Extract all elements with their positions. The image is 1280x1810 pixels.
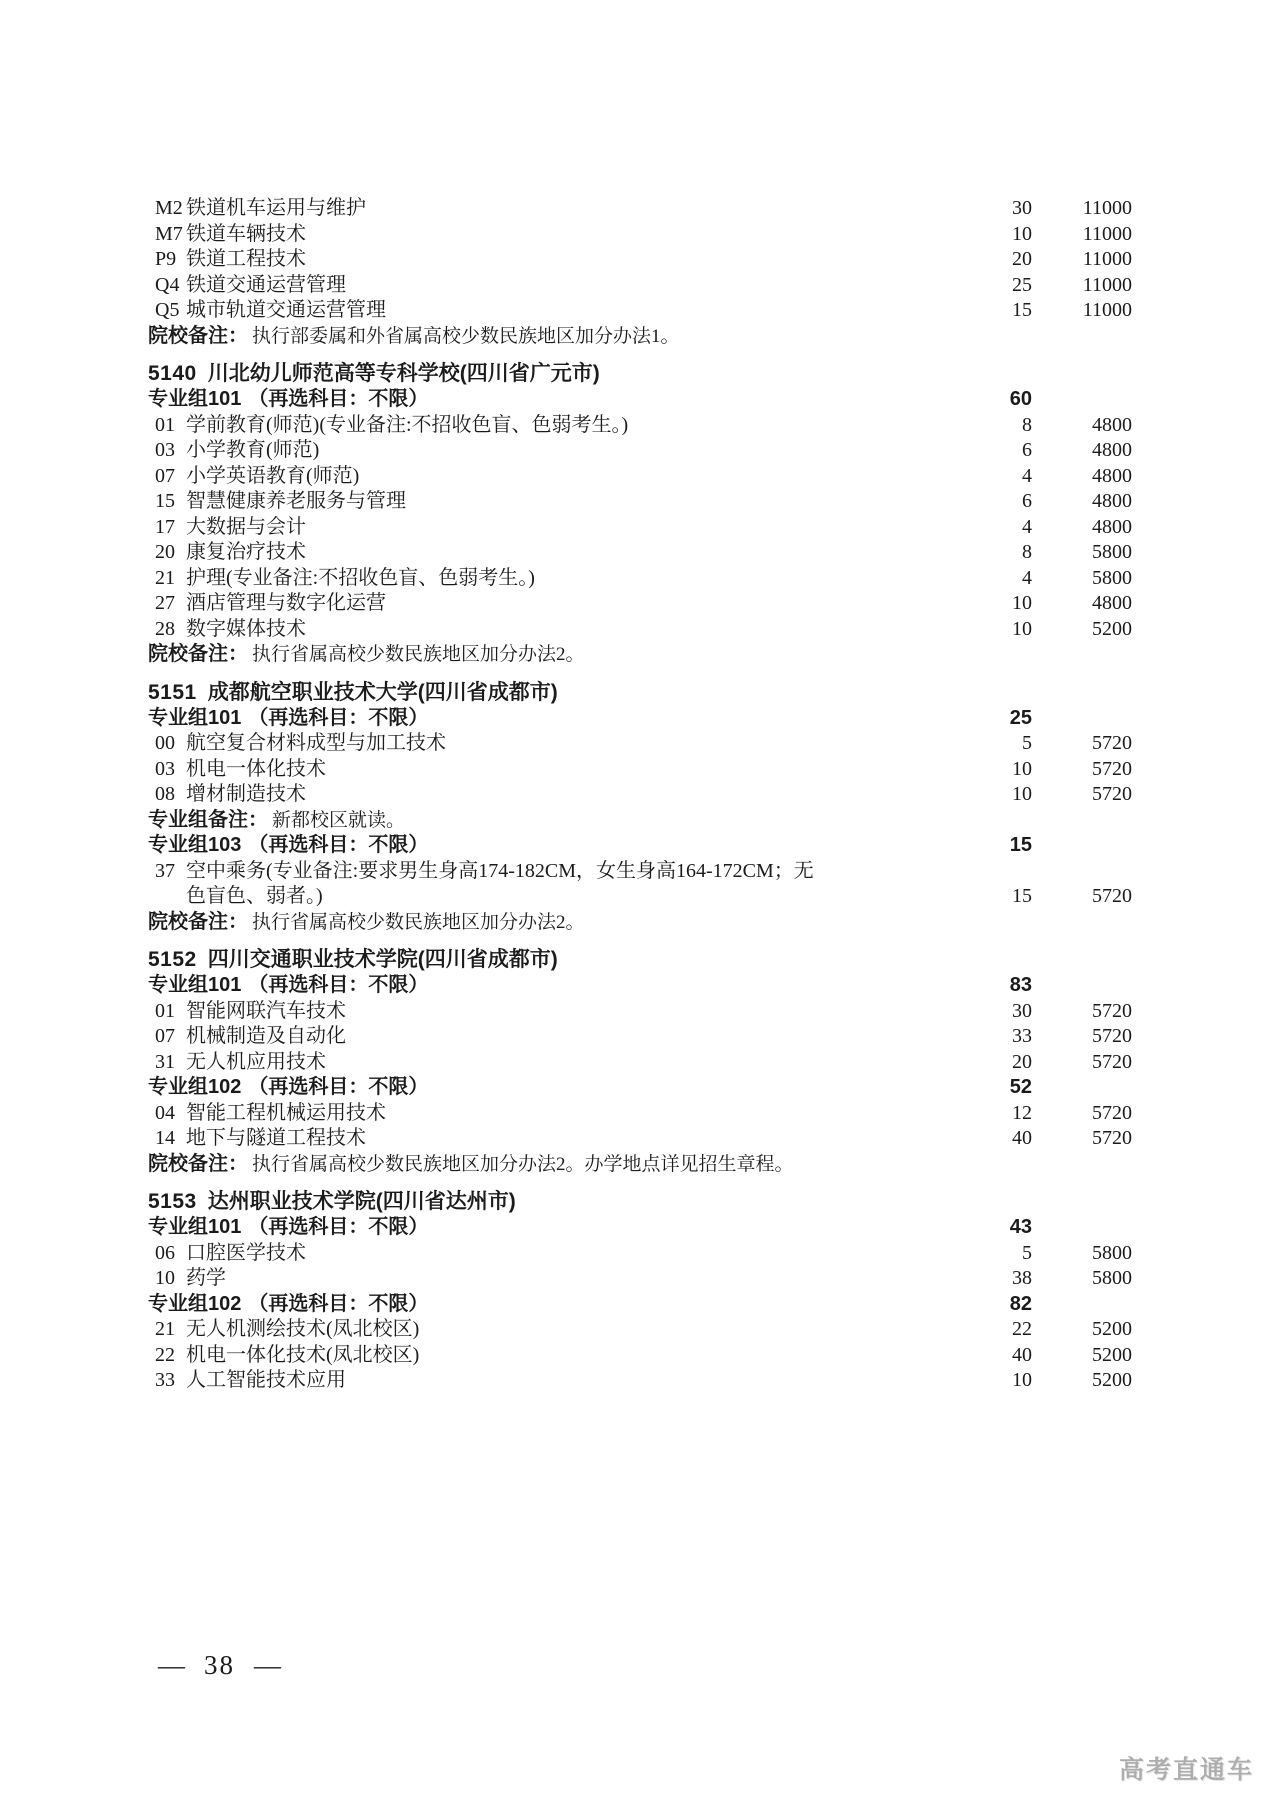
major-row	[148, 757, 1132, 783]
major-tuition: 5800	[1092, 1267, 1132, 1289]
major-row	[148, 1368, 1132, 1394]
major-name: 口腔医学技术	[186, 1241, 306, 1264]
group-label: 专业组101	[148, 388, 242, 410]
major-name: 铁道车辆技术	[186, 222, 306, 245]
major-name: 铁道机车运用与维护	[186, 197, 366, 219]
major-tuition: 5720	[1092, 1101, 1132, 1124]
major-name-block	[186, 1266, 960, 1292]
group-row	[148, 387, 1132, 413]
major-plan-count: 30	[1012, 197, 1032, 219]
major-row	[148, 438, 1132, 464]
note-text: 执行省属高校少数民族地区加分办法2。	[252, 644, 585, 665]
major-name: 护理(专业备注:不招收色盲、色弱考生。)	[186, 566, 535, 589]
major-row	[148, 566, 1132, 592]
major-name-block	[186, 1343, 960, 1369]
major-name-block	[186, 782, 960, 808]
group-subject-requirement: （再选科目：不限）	[248, 388, 429, 410]
major-code: Q4	[155, 273, 180, 296]
major-plan-count: 5	[1022, 732, 1032, 754]
school-name: 川北幼儿师范高等专科学校(四川省广元市)	[207, 362, 600, 385]
major-name: 数字媒体技术	[186, 617, 306, 640]
major-plan-count: 40	[1012, 1127, 1032, 1149]
group-row	[148, 1075, 1132, 1101]
major-tuition: 5720	[1092, 757, 1132, 780]
major-plan-count: 40	[1012, 1343, 1032, 1366]
major-tuition: 4800	[1092, 439, 1132, 461]
major-name-block	[186, 489, 960, 515]
major-name-block	[186, 591, 960, 617]
major-name-block	[186, 1317, 960, 1343]
major-name: 人工智能技术应用	[186, 1369, 346, 1391]
major-row	[148, 999, 1132, 1025]
major-plan-count: 10	[1012, 783, 1032, 805]
major-plan-count: 30	[1012, 999, 1032, 1022]
major-row	[148, 1317, 1132, 1343]
school-code: 5140	[148, 362, 197, 385]
major-name: 药学	[186, 1267, 226, 1289]
major-name-block	[186, 1024, 960, 1050]
major-plan-count: 8	[1022, 541, 1032, 563]
major-tuition: 5800	[1092, 1241, 1132, 1264]
major-name-block	[186, 757, 960, 783]
major-plan-count: 22	[1012, 1318, 1032, 1340]
major-name-block	[186, 999, 960, 1025]
major-plan-count: 8	[1022, 413, 1032, 436]
note-label: 院校备注：	[148, 910, 248, 933]
major-row	[148, 1266, 1132, 1292]
major-name-block	[186, 1126, 960, 1152]
major-name-block	[186, 298, 960, 324]
major-name-block	[186, 1101, 960, 1127]
major-tuition: 5720	[1092, 732, 1132, 754]
major-name: 机电一体化技术(凤北校区)	[186, 1343, 420, 1366]
major-plan-count: 4	[1022, 464, 1032, 487]
major-code: 27	[155, 592, 175, 614]
school-header-row	[148, 361, 1132, 387]
major-plan-count: 6	[1022, 439, 1032, 461]
major-code: 21	[155, 566, 175, 589]
major-name: 增材制造技术	[186, 783, 306, 805]
major-name-block	[186, 859, 960, 910]
major-row	[148, 222, 1132, 248]
major-tuition: 11000	[1082, 197, 1132, 219]
major-plan-count: 33	[1012, 1025, 1032, 1047]
major-row	[148, 591, 1132, 617]
major-tuition: 5200	[1092, 1318, 1132, 1340]
major-code: 28	[155, 617, 175, 640]
major-tuition: 5720	[1092, 1127, 1132, 1149]
major-row	[148, 1101, 1132, 1127]
major-plan-count: 5	[1022, 1241, 1032, 1264]
major-name: 空中乘务(专业备注:要求男生身高174-182CM，女生身高164-172CM；无	[186, 859, 814, 882]
major-tuition: 11000	[1082, 273, 1132, 296]
major-plan-count: 15	[1012, 299, 1032, 321]
group-plan-count: 82	[1009, 1292, 1032, 1315]
major-tuition: 5200	[1092, 1343, 1132, 1366]
major-plan-count: 10	[1012, 1369, 1032, 1391]
major-tuition: 5200	[1092, 1369, 1132, 1391]
major-tuition: 4800	[1092, 464, 1132, 487]
group-label: 专业组101	[148, 706, 242, 729]
major-plan-count: 10	[1012, 592, 1032, 614]
major-row	[148, 413, 1132, 439]
major-plan-count: 15	[1012, 885, 1032, 907]
note-label: 院校备注：	[148, 1152, 248, 1175]
major-code: 07	[155, 1025, 175, 1047]
major-code: 10	[155, 1267, 175, 1289]
note-row	[148, 1152, 1132, 1178]
note-text: 新都校区就读。	[272, 809, 406, 831]
major-tuition: 4800	[1092, 592, 1132, 614]
major-row	[148, 247, 1132, 273]
major-name-block	[186, 1241, 960, 1267]
major-name: 智能工程机械运用技术	[186, 1101, 386, 1124]
major-name: 康复治疗技术	[186, 541, 306, 563]
major-code: 31	[155, 1050, 175, 1073]
document-body	[148, 196, 1132, 1394]
major-name: 无人机应用技术	[186, 1050, 326, 1073]
note-text: 执行省属高校少数民族地区加分办法2。	[252, 911, 585, 933]
major-name: 铁道交通运营管理	[186, 273, 346, 296]
major-row	[148, 731, 1132, 757]
major-name-block	[186, 617, 960, 643]
school-header-row	[148, 947, 1132, 973]
group-plan-count: 15	[1009, 834, 1032, 856]
major-code: 04	[155, 1101, 175, 1124]
major-tuition: 4800	[1092, 490, 1132, 512]
major-row	[148, 782, 1132, 808]
school-code: 5153	[148, 1190, 197, 1213]
major-tuition: 5720	[1092, 783, 1132, 805]
school-name: 成都航空职业技术大学(四川省成都市)	[207, 680, 558, 704]
major-code: P9	[155, 248, 177, 270]
group-row	[148, 706, 1132, 732]
group-subject-requirement: （再选科目：不限）	[248, 1216, 429, 1238]
major-code: 07	[155, 464, 175, 487]
major-name: 机电一体化技术	[186, 757, 326, 780]
major-name: 小学教育(师范)	[186, 439, 320, 461]
major-name: 地下与隧道工程技术	[186, 1127, 366, 1149]
note-label: 院校备注：	[148, 324, 248, 347]
group-label: 专业组102	[148, 1076, 242, 1098]
major-name: 学前教育(师范)(专业备注:不招收色盲、色弱考生。)	[186, 413, 629, 436]
major-row	[148, 540, 1132, 566]
major-code: 37	[155, 859, 175, 882]
group-subject-requirement: （再选科目：不限）	[248, 706, 429, 729]
page-number-dash-right: —	[254, 1650, 281, 1680]
major-row	[148, 489, 1132, 515]
note-text: 执行部委属和外省属高校少数民族地区加分办法1。	[252, 325, 680, 347]
major-code: 03	[155, 439, 175, 461]
major-plan-count: 4	[1022, 515, 1032, 538]
major-tuition: 11000	[1082, 248, 1132, 270]
major-tuition: 4800	[1092, 413, 1132, 436]
major-row	[148, 515, 1132, 541]
note-label: 院校备注：	[148, 643, 248, 665]
major-code: 06	[155, 1241, 175, 1264]
major-tuition: 5720	[1092, 1050, 1132, 1073]
major-name-block	[186, 540, 960, 566]
major-name: 机械制造及自动化	[186, 1025, 346, 1047]
major-plan-count: 10	[1012, 222, 1032, 245]
school-header-row	[148, 680, 1132, 706]
major-row	[148, 196, 1132, 222]
major-code: M7	[155, 222, 183, 245]
group-subject-requirement: （再选科目：不限）	[248, 1076, 429, 1098]
major-name: 铁道工程技术	[186, 248, 306, 270]
major-row	[148, 617, 1132, 643]
group-plan-count: 52	[1009, 1076, 1032, 1098]
major-name: 小学英语教育(师范)	[186, 464, 360, 487]
major-tuition: 5720	[1092, 999, 1132, 1022]
major-code: 01	[155, 999, 175, 1022]
major-name-block	[186, 273, 960, 299]
note-row	[148, 808, 1132, 834]
school-header-row	[148, 1189, 1132, 1215]
group-label: 专业组101	[148, 974, 242, 996]
page-number	[156, 1650, 283, 1681]
major-tuition: 5720	[1092, 1025, 1132, 1047]
major-code: 08	[155, 783, 175, 805]
group-row	[148, 1292, 1132, 1318]
major-name: 大数据与会计	[186, 515, 306, 538]
major-name-block	[186, 222, 960, 248]
major-plan-count: 20	[1012, 1050, 1032, 1073]
note-label: 专业组备注：	[148, 808, 268, 831]
group-label: 专业组103	[148, 834, 242, 856]
page-number-dash-left: —	[158, 1650, 185, 1680]
major-row	[148, 1343, 1132, 1369]
major-plan-count: 20	[1012, 248, 1032, 270]
major-code: Q5	[155, 299, 180, 321]
group-row	[148, 973, 1132, 999]
school-name: 达州职业技术学院(四川省达州市)	[207, 1190, 516, 1213]
major-tuition: 11000	[1082, 299, 1132, 321]
major-code: 20	[155, 541, 175, 563]
major-name: 航空复合材料成型与加工技术	[186, 732, 446, 754]
major-plan-count: 10	[1012, 617, 1032, 640]
major-name: 智能网联汽车技术	[186, 999, 346, 1022]
major-row	[148, 859, 1132, 910]
group-subject-requirement: （再选科目：不限）	[248, 974, 429, 996]
major-name: 城市轨道交通运营管理	[186, 299, 386, 321]
school-code: 5152	[148, 948, 197, 971]
group-row	[148, 833, 1132, 859]
group-row	[148, 1215, 1132, 1241]
major-name-block	[186, 413, 960, 439]
major-code: 17	[155, 515, 175, 538]
group-subject-requirement: （再选科目：不限）	[248, 1292, 429, 1315]
note-text: 执行省属高校少数民族地区加分办法2。办学地点详见招生章程。	[252, 1153, 794, 1175]
major-name: 色盲色、弱者。)	[186, 885, 323, 907]
major-name: 智慧健康养老服务与管理	[186, 490, 406, 512]
group-plan-count: 83	[1009, 974, 1032, 996]
major-row	[148, 298, 1132, 324]
major-code: 21	[155, 1318, 175, 1340]
major-tuition: 5720	[1092, 885, 1132, 907]
major-name-block	[186, 1368, 960, 1394]
major-row	[148, 464, 1132, 490]
major-name-block	[186, 731, 960, 757]
group-label: 专业组101	[148, 1216, 242, 1238]
major-row	[148, 1024, 1132, 1050]
page-number-value: 38	[204, 1650, 235, 1680]
major-name-block	[186, 438, 960, 464]
major-tuition: 5200	[1092, 617, 1132, 640]
major-name-block	[186, 247, 960, 273]
major-code: M2	[155, 197, 183, 219]
major-name-block	[186, 515, 960, 541]
major-row	[148, 273, 1132, 299]
major-name: 无人机测绘技术(凤北校区)	[186, 1318, 420, 1340]
major-plan-count: 25	[1012, 273, 1032, 296]
major-code: 22	[155, 1343, 175, 1366]
major-code: 00	[155, 732, 175, 754]
major-name: 酒店管理与数字化运营	[186, 592, 386, 614]
school-name: 四川交通职业技术学院(四川省成都市)	[207, 948, 558, 971]
major-tuition: 5800	[1092, 566, 1132, 589]
group-plan-count: 25	[1009, 706, 1032, 729]
major-name-block	[186, 1050, 960, 1076]
group-subject-requirement: （再选科目：不限）	[248, 834, 429, 856]
group-plan-count: 43	[1009, 1216, 1032, 1238]
major-code: 33	[155, 1369, 175, 1391]
major-row	[148, 1126, 1132, 1152]
group-label: 专业组102	[148, 1292, 242, 1315]
major-name-block	[186, 566, 960, 592]
major-tuition: 4800	[1092, 515, 1132, 538]
watermark: 高考直通车	[1118, 1756, 1254, 1784]
major-plan-count: 12	[1012, 1101, 1032, 1124]
major-name-block	[186, 464, 960, 490]
major-row	[148, 1241, 1132, 1267]
note-row	[148, 910, 1132, 936]
group-plan-count: 60	[1009, 388, 1032, 410]
major-code: 15	[155, 490, 175, 512]
major-name-block	[186, 196, 960, 222]
major-row	[148, 1050, 1132, 1076]
major-code: 14	[155, 1127, 175, 1149]
school-code: 5151	[148, 680, 197, 704]
note-row	[148, 324, 1132, 350]
major-code: 01	[155, 413, 175, 436]
major-tuition: 11000	[1082, 222, 1132, 245]
major-plan-count: 10	[1012, 757, 1032, 780]
major-tuition: 5800	[1092, 541, 1132, 563]
major-code: 03	[155, 757, 175, 780]
major-plan-count: 4	[1022, 566, 1032, 589]
note-row	[148, 642, 1132, 668]
major-plan-count: 6	[1022, 490, 1032, 512]
major-plan-count: 38	[1012, 1267, 1032, 1289]
